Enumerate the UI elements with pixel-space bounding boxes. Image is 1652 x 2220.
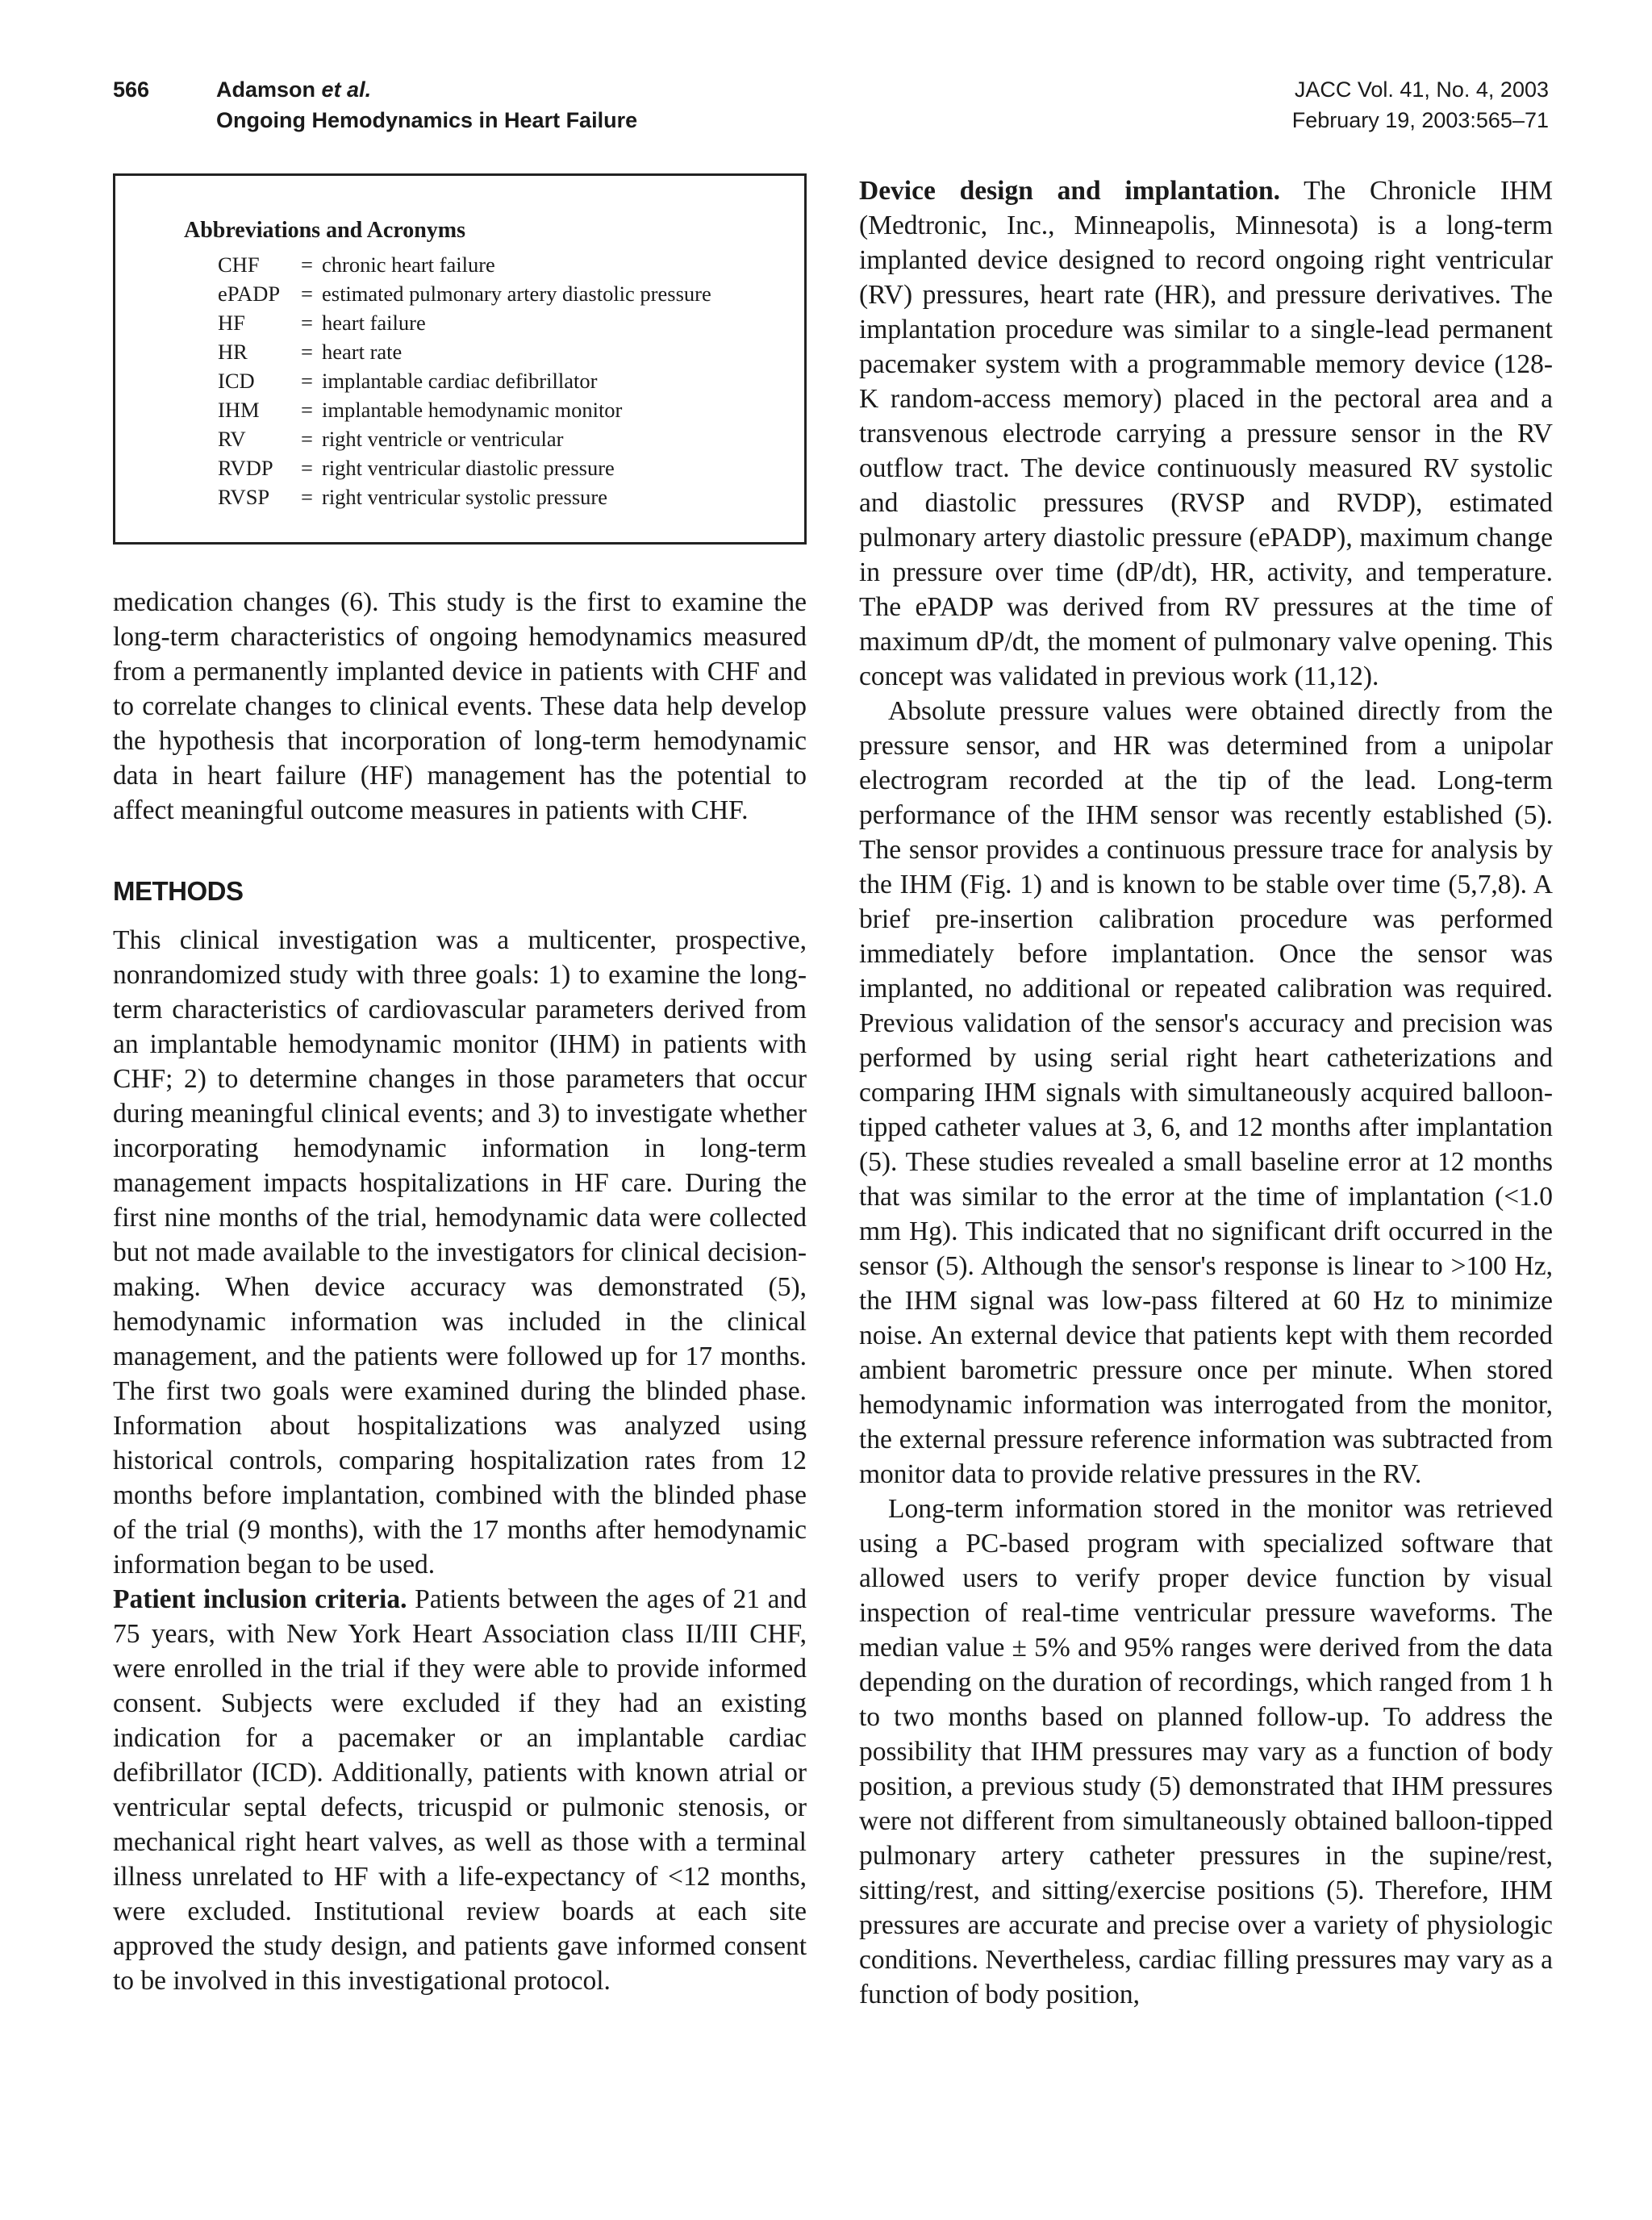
- abbreviation-row: [184, 366, 804, 395]
- equals-sign: =: [301, 311, 313, 335]
- abbreviation-term: RV: [218, 427, 246, 451]
- abbreviations-box: [113, 173, 807, 545]
- abbreviations-title: Abbreviations and Acronyms: [184, 218, 466, 243]
- sensor-paragraph: Absolute pressure values were obtained directly from the pressure sensor, and HR was determined from a unipolar electrogram recorded at the tip of the lead. Long-term performance of the IHM sensor was recently established (5). The sensor provides a continuous pressure trace for analysis by the IHM (Fig. 1) and is known to be stable over time (5,7,8). A brief pre-insertion calibration procedure was performed immediately before implantation. Once the sensor was implanted, no additional or repeated calibration was required. Previous validation of the sensor's accuracy and precision was performed by using serial right heart catheterizations and comparing IHM signals with simultaneously acquired balloon-tipped catheter values at 3, 6, and 12 months after implantation (5). These studies revealed a small baseline error at 12 months that was similar to the error at the time of implantation (<1.0 mm Hg). This indicated that no significant drift occurred in the sensor (5). Although the sensor's response is linear to >100 Hz, the IHM signal was low-pass filtered at 60 Hz to minimize noise. An external device that patients kept with them recorded ambient barometric pressure once per minute. When stored hemodynamic information was interrogated from the monitor, the external pressure reference information was subtracted from monitor data to provide relative pressures in the RV.: [859, 696, 1553, 1489]
- equals-sign: =: [301, 398, 313, 422]
- page-header-right: [1292, 74, 1549, 136]
- left-column: [113, 173, 807, 1998]
- authors-lead: Adamson: [216, 77, 316, 102]
- abbreviation-definition: right ventricle or ventricular: [322, 427, 564, 451]
- page-header-left: [113, 74, 637, 136]
- header-line-1: [113, 74, 637, 105]
- abbreviation-definition: right ventricular systolic pressure: [322, 485, 607, 509]
- abbreviation-term: HR: [218, 340, 248, 364]
- equals-sign: =: [301, 369, 313, 393]
- device-text: The Chronicle IHM (Medtronic, Inc., Minneapolis, Minnesota) is a long-term implanted device designed to record ongoing right ventricular (RV) pressures, heart rate (HR), and pressure derivatives. The implantation procedure was similar to a single-lead permanent pacemaker system with a programmable memory device (128-K random-access memory) placed in the pectoral area and a transvenous electrode carrying a pressure sensor in the RV outflow tract. The device continuously measured RV systolic and diastolic pressures (RVSP and RVDP), estimated pulmonary artery diastolic pressure (ePADP), maximum change in pressure over time (dP/dt), HR, activity, and temperature. The ePADP was derived from RV pressures at the time of maximum dP/dt, the moment of pulmonary valve opening. This concept was validated in previous work (11,12).: [859, 176, 1553, 691]
- abbreviation-row: [184, 337, 804, 366]
- abbreviation-row: [184, 308, 804, 337]
- running-title: Ongoing Hemodynamics in Heart Failure: [216, 108, 638, 132]
- abbreviation-row: [184, 279, 804, 308]
- abbreviation-term: CHF: [218, 252, 260, 277]
- methods-paragraph: This clinical investigation was a multicenter, prospective, nonrandomized study with three goals: 1) to examine the long-term characteristics of cardiovascular parameters derived from an implantable hemodynamic monitor (IHM) in patients with CHF; 2) to determine changes in those parameters that occur during meaningful clinical events; and 3) to investigate whether incorporating hemodynamic information in long-term management impacts hospitalizations in HF care. During the first nine months of the trial, hemodynamic data were collected but not made available to the investigators for clinical decision-making. When device accuracy was demonstrated (5), hemodynamic information was included in the clinical management, and the patients were followed up for 17 months. The first two goals were examined during the blinded phase. Information about hospitalizations was analyzed using historical controls, comparing hospitalization rates from 12 months before implantation, combined with the blinded phase of the trial (9 months), with the 17 months after hemodynamic information began to be used.: [113, 925, 807, 1579]
- abbreviation-definition: heart rate: [322, 340, 403, 364]
- device-paragraph: [859, 173, 1553, 694]
- journal-info: JACC Vol. 41, No. 4, 2003: [1294, 77, 1549, 102]
- abbreviations-list: [184, 250, 804, 511]
- abbreviation-row: [184, 453, 804, 482]
- authors-etal: et al.: [321, 77, 372, 102]
- inclusion-heading: Patient inclusion criteria.: [113, 1584, 407, 1614]
- equals-sign: =: [301, 456, 313, 480]
- intro-continuation: medication changes (6). This study is the first to examine the long-term characteristics of ongoing hemodynamics measured from a permanently implanted device in patients with CHF and to correlate changes to clinical events. These data help develop the hypothesis that incorporation of long-term hemodynamic data in heart failure (HF) management has the potential to affect meaningful outcome measures in patients with CHF.: [113, 587, 807, 825]
- equals-sign: =: [301, 427, 313, 451]
- abbreviation-row: [184, 424, 804, 453]
- abbreviation-definition: estimated pulmonary artery diastolic pressure: [322, 282, 711, 306]
- right-column: [859, 173, 1553, 2012]
- abbreviation-term: ePADP: [218, 282, 281, 306]
- abbreviation-definition: heart failure: [322, 311, 426, 335]
- abbreviation-term: IHM: [218, 398, 260, 422]
- equals-sign: =: [301, 252, 313, 277]
- abbreviation-row: [184, 482, 804, 511]
- equals-sign: =: [301, 485, 313, 509]
- methods-heading: METHODS: [113, 876, 244, 906]
- software-paragraph: Long-term information stored in the monitor was retrieved using a PC-based program with specialized software that allowed users to verify proper device function by visual inspection of real-time ventricular pressure waveforms. The median value ± 5% and 95% ranges were derived from the data depending on the duration of recordings, which ranged from 1 h to two months based on planned follow-up. To address the possibility that IHM pressures may vary as a function of body position, a previous study (5) demonstrated that IHM pressures were not different from simultaneously obtained balloon-tipped pulmonary artery catheter pressures in the supine/rest, sitting/rest, and sitting/exercise positions (5). Therefore, IHM pressures are accurate and precise over a variety of physiologic conditions. Nevertheless, cardiac filling pressures may vary as a function of body position,: [859, 1494, 1553, 2009]
- inclusion-text: Patients between the ages of 21 and 75 years, with New York Heart Association class II/III CHF, were enrolled in the trial if they were able to provide informed consent. Subjects were excluded if they had an existing indication for a pacemaker or an implantable cardiac defibrillator (ICD). Additionally, patients with known atrial or ventricular septal defects, tricuspid or pulmonic stenosis, or mechanical right heart valves, as well as those with a terminal illness unrelated to HF with a life-expectancy of <12 months, were excluded. Institutional review boards at each site approved the study design, and patients gave informed consent to be involved in this investigational protocol.: [113, 1584, 807, 1996]
- abbreviation-definition: implantable cardiac defibrillator: [322, 369, 598, 393]
- issue-date: February 19, 2003:565–71: [1291, 108, 1549, 132]
- equals-sign: =: [301, 340, 313, 364]
- abbreviation-term: HF: [218, 311, 245, 335]
- abbreviation-definition: chronic heart failure: [322, 252, 495, 277]
- page-number: 566: [113, 77, 150, 102]
- authors: [216, 77, 371, 102]
- abbreviation-term: ICD: [218, 369, 255, 393]
- abbreviation-row: [184, 395, 804, 424]
- abbreviation-row: [184, 250, 804, 279]
- abbreviation-definition: right ventricular diastolic pressure: [322, 456, 615, 480]
- abbreviation-definition: implantable hemodynamic monitor: [322, 398, 623, 422]
- abbreviation-term: RVSP: [218, 485, 270, 509]
- device-heading: Device design and implantation.: [859, 176, 1281, 206]
- inclusion-paragraph: [113, 1582, 807, 1998]
- abbreviation-term: RVDP: [218, 456, 273, 480]
- equals-sign: =: [301, 282, 313, 306]
